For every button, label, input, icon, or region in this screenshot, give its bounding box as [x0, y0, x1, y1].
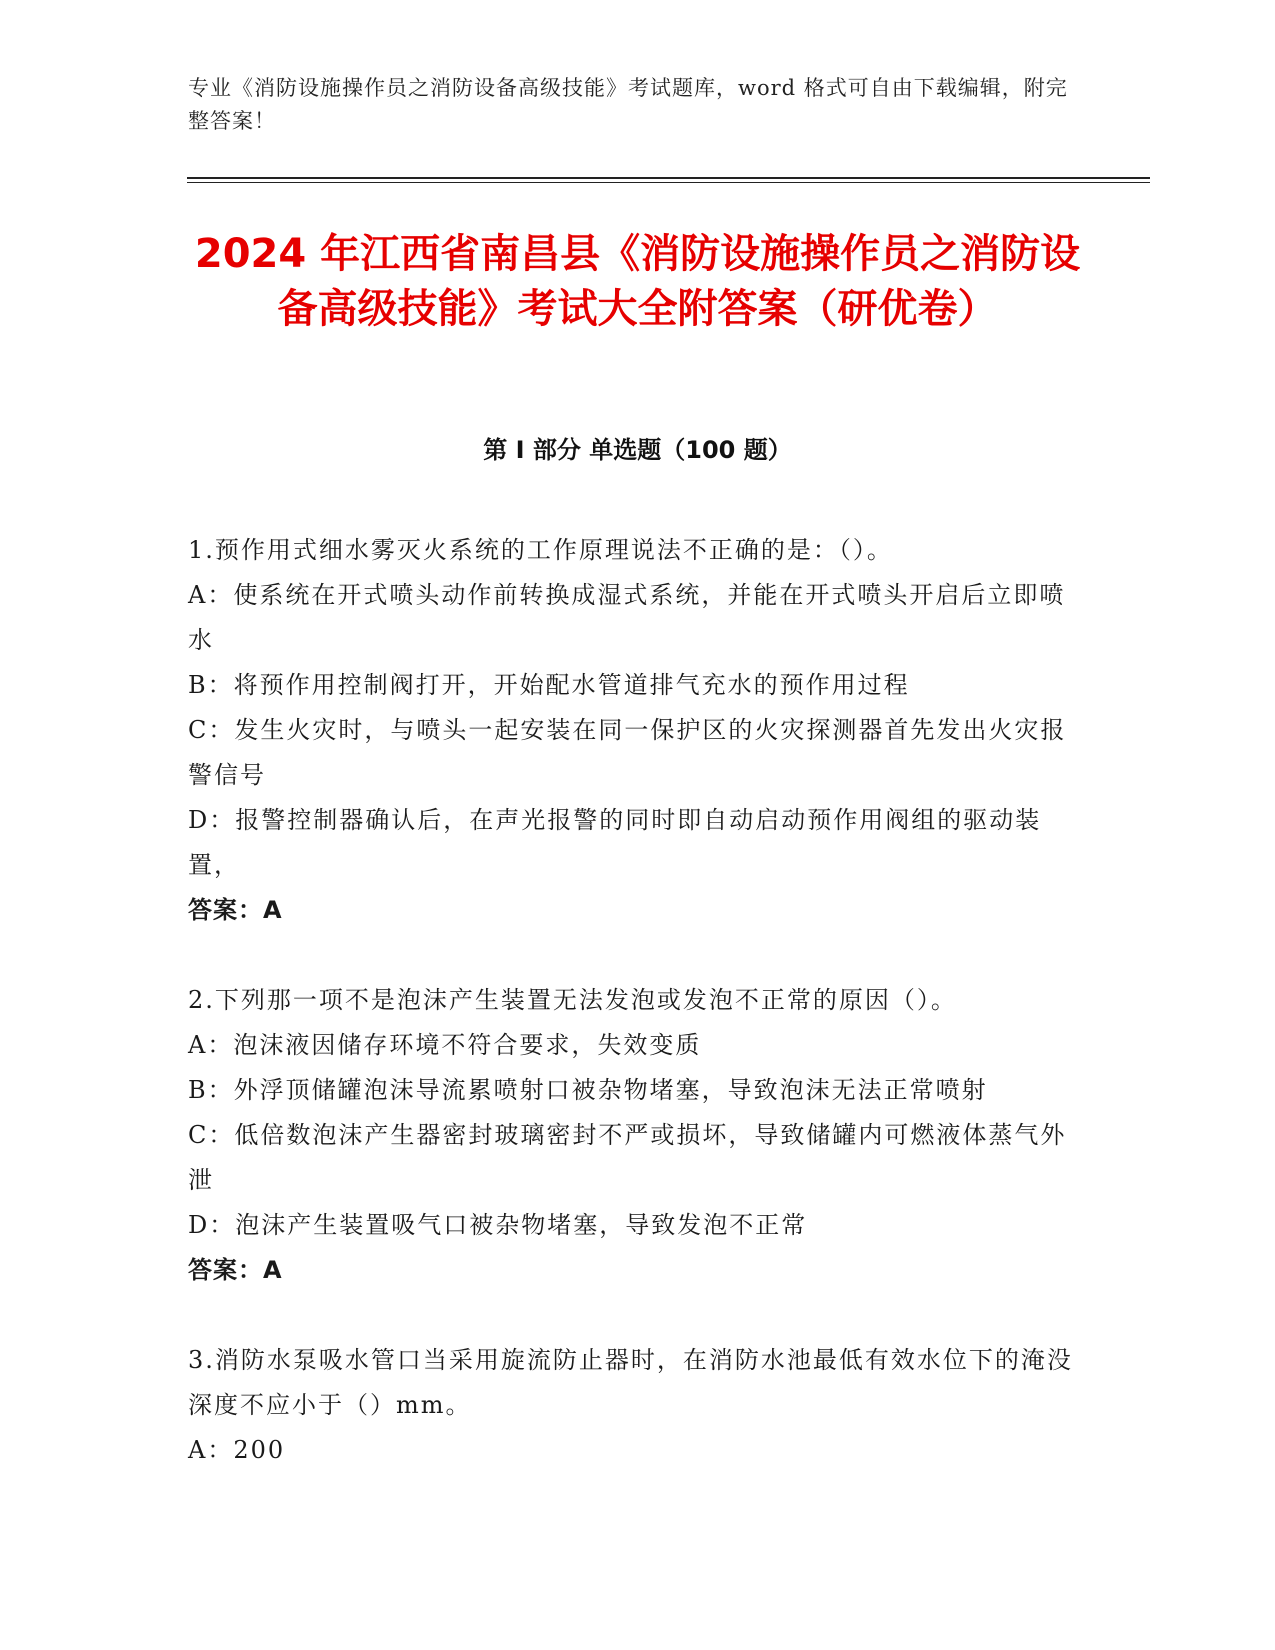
question-stem: 1.预作用式细水雾灭火系统的工作原理说法不正确的是：（）。 — [188, 536, 893, 564]
question-spacer — [188, 1293, 1073, 1338]
question-1 — [188, 528, 1073, 933]
header-divider-thin — [187, 182, 1150, 183]
option-d: D：报警控制器确认后，在声光报警的同时即自动启动预作用阀组的驱动装置， — [188, 806, 1042, 879]
header-divider-thick — [187, 177, 1150, 179]
question-3 — [188, 1338, 1073, 1473]
option-c: C：低倍数泡沫产生器密封玻璃密封不严或损坏，导致储罐内可燃液体蒸气外泄 — [188, 1121, 1067, 1194]
option-a: A：使系统在开式喷头动作前转换成湿式系统，并能在开式喷头开启后立即喷水 — [188, 581, 1066, 654]
question-2 — [188, 978, 1073, 1293]
question-list — [188, 528, 1073, 1473]
option-a: A：泡沫液因储存环境不符合要求，失效变质 — [188, 1031, 702, 1059]
option-c: C：发生火灾时，与喷头一起安装在同一保护区的火灾探测器首先发出火灾报警信号 — [188, 716, 1067, 789]
option-a: A：200 — [188, 1436, 286, 1464]
answer: 答案：A — [188, 896, 283, 924]
option-d: D：泡沫产生装置吸气口被杂物堵塞，导致发泡不正常 — [188, 1211, 808, 1239]
option-b: B：外浮顶储罐泡沫导流累喷射口被杂物堵塞，导致泡沫无法正常喷射 — [188, 1076, 988, 1104]
document-title: 2024 年江西省南昌县《消防设施操作员之消防设备高级技能》考试大全附答案（研优卷） — [194, 231, 1081, 332]
answer: 答案：A — [188, 1256, 283, 1284]
question-stem: 2.下列那一项不是泡沫产生装置无法发泡或发泡不正常的原因（）。 — [188, 986, 957, 1014]
header-note: 专业《消防设施操作员之消防设备高级技能》考试题库，word 格式可自由下载编辑，附完整答案！ — [188, 76, 1068, 133]
option-b: B：将预作用控制阀打开，开始配水管道排气充水的预作用过程 — [188, 671, 910, 699]
question-stem: 3.消防水泵吸水管口当采用旋流防止器时，在消防水池最低有效水位下的淹没深度不应小于（）mm。 — [188, 1346, 1073, 1419]
question-spacer — [188, 933, 1073, 978]
section-title: 第 I 部分 单选题（100 题） — [483, 436, 792, 464]
